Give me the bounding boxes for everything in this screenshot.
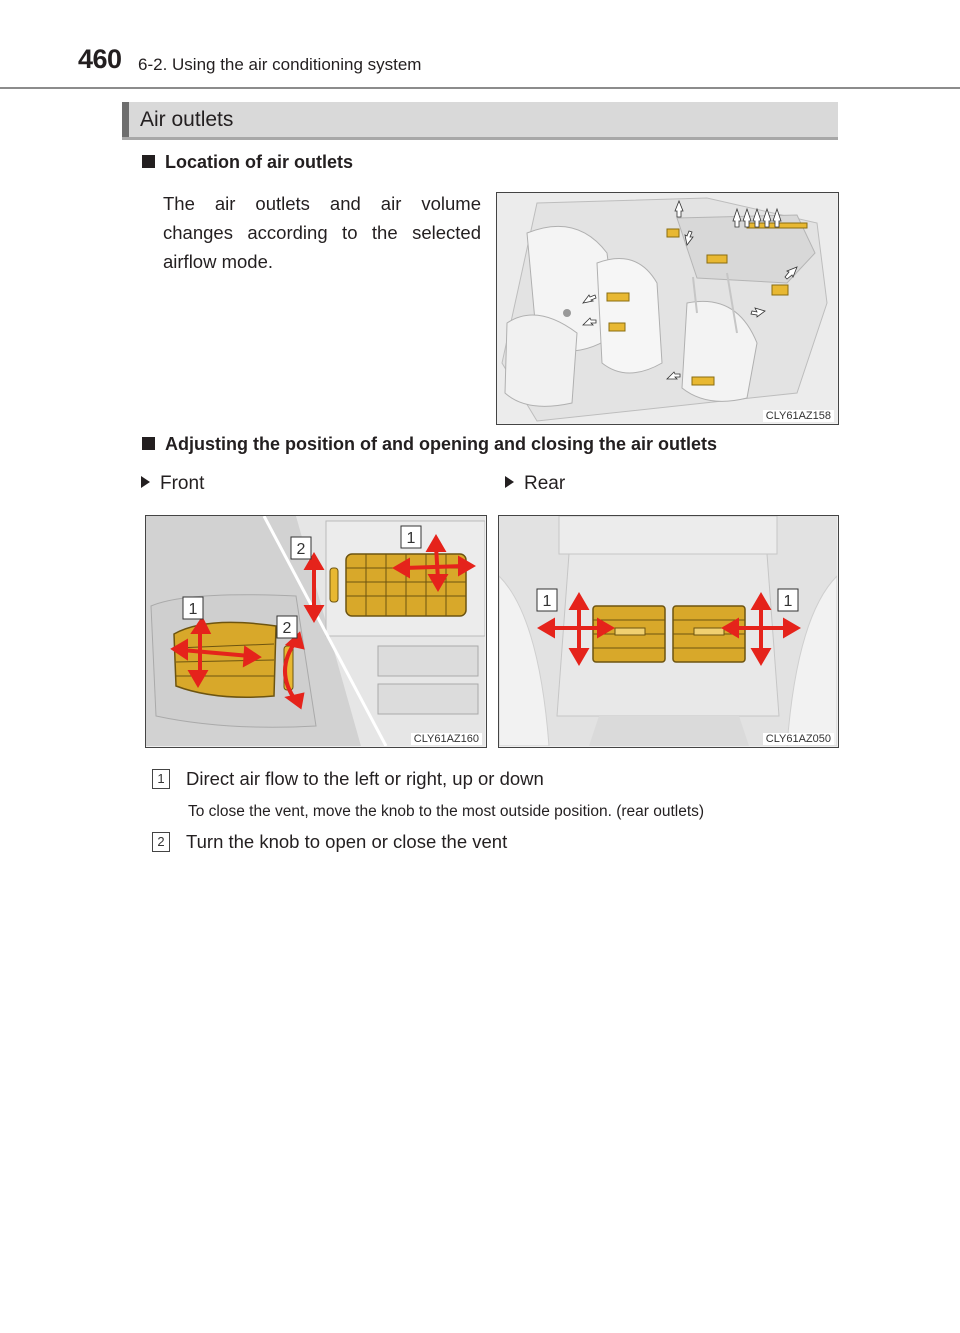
step-1 bbox=[152, 768, 544, 790]
front-callout-2b: 2 bbox=[282, 620, 292, 637]
page-number: 460 bbox=[78, 44, 122, 74]
location-heading bbox=[142, 152, 353, 173]
front-callout-1b: 1 bbox=[188, 601, 198, 618]
location-heading-text: Location of air outlets bbox=[165, 152, 354, 172]
step-number-badge: 1 bbox=[152, 769, 170, 789]
page-title: Air outlets bbox=[140, 108, 234, 131]
triangle-bullet-icon bbox=[505, 476, 514, 488]
step-1-note: To close the vent, move the knob to the most outside position. (rear outlets) bbox=[188, 803, 705, 820]
rear-outlets-figure bbox=[498, 515, 839, 748]
figure-code: CLY61AZ158 bbox=[763, 410, 834, 422]
front-callout-2a: 2 bbox=[296, 541, 306, 558]
front-label bbox=[141, 473, 204, 495]
figure-code: CLY61AZ050 bbox=[763, 733, 834, 745]
rear-callout-1b: 1 bbox=[783, 593, 793, 610]
adjusting-heading bbox=[142, 434, 717, 455]
front-outlets-figure bbox=[145, 515, 487, 748]
interior-outlets-figure bbox=[496, 192, 839, 425]
rear-callout-1a: 1 bbox=[542, 593, 552, 610]
triangle-bullet-icon bbox=[141, 476, 150, 488]
square-bullet-icon bbox=[142, 155, 155, 168]
section-header: 6-2. Using the air conditioning system bbox=[138, 55, 422, 74]
front-label-text: Front bbox=[160, 473, 205, 494]
rear-label-text: Rear bbox=[524, 473, 566, 494]
step-number-badge: 2 bbox=[152, 832, 170, 852]
figure-code: CLY61AZ160 bbox=[411, 733, 482, 745]
header-rule bbox=[0, 87, 960, 89]
front-callout-1a: 1 bbox=[406, 530, 416, 547]
title-bar bbox=[122, 102, 838, 140]
rear-label bbox=[505, 473, 565, 495]
step-2 bbox=[152, 831, 507, 853]
title-accent bbox=[122, 102, 129, 137]
adjusting-heading-text: Adjusting the position of and opening and closing the air outlets bbox=[165, 434, 717, 454]
step-text: Turn the knob to open or close the vent bbox=[186, 831, 508, 852]
square-bullet-icon bbox=[142, 437, 155, 450]
step-text: Direct air flow to the left or right, up or down bbox=[186, 768, 544, 789]
location-body-text: The air outlets and air volume changes according to the selected airflow mode. bbox=[163, 193, 481, 272]
